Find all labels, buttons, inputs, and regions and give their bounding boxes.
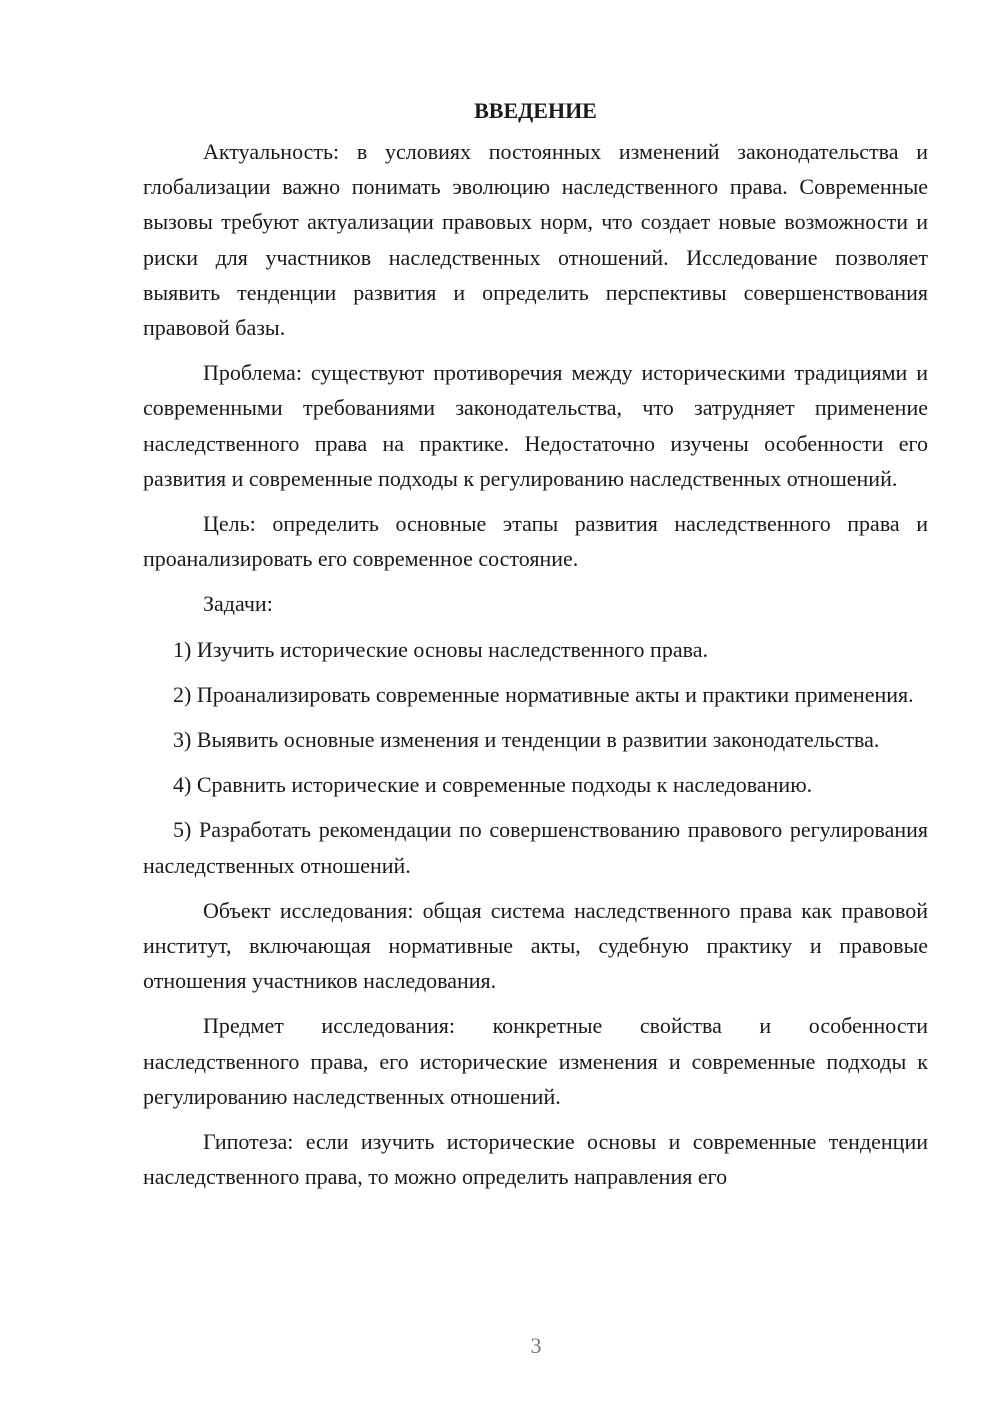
task-item-1: 1) Изучить исторические основы наследственного права. [173,636,708,662]
task-item-5: 5) Разработать рекомендации по совершенствованию правового регулирования наследственных отношений. [143,817,928,878]
section-title: ВВЕДЕНИЕ [474,98,597,123]
paragraph-tasks-heading: Задачи: [203,591,273,617]
task-item-3: 3) Выявить основные изменения и тенденции в развитии законодательства. [173,727,880,753]
task-item-4: 4) Сравнить исторические и современные подходы к наследованию. [173,772,813,798]
page-number: 3 [530,1333,542,1358]
paragraph-problem: Проблема: существуют противоречия между историческими традициями и современными требованиями законодательства, что затрудняет применение наследственного права на практике. Недостаточно изучены особенности его развития и современные подходы к регулированию наследственных отношений. [143,360,928,491]
paragraph-hypothesis: Гипотеза: если изучить исторические основы и современные тенденции наследственного права, то можно определить направления его [143,1129,928,1190]
paragraph-object: Объект исследования: общая система наследственного права как правовой институт, включающая нормативные акты, судебную практику и правовые отношения участников наследования. [143,897,928,994]
task-item-2: 2) Проанализировать современные нормативные акты и практики применения. [173,681,914,707]
paragraph-subject: Предмет исследования: конкретные свойства и особенности наследственного права, его исторические изменения и современные подходы к регулированию наследственных отношений. [143,1013,928,1109]
paragraph-relevance: Актуальность: в условиях постоянных изменений законодательства и глобализации важно понимать эволюцию наследственного права. Современные вызовы требуют актуализации правовых норм, что создает новые возможности и риски для участников наследственных отношений. Исследование позволяет выявить тенденции развития и определить перспективы совершенствования правовой базы. [143,139,928,341]
document-page [143,93,928,1204]
paragraph-goal: Цель: определить основные этапы развития наследственного права и проанализировать его современное состояние. [143,511,928,572]
